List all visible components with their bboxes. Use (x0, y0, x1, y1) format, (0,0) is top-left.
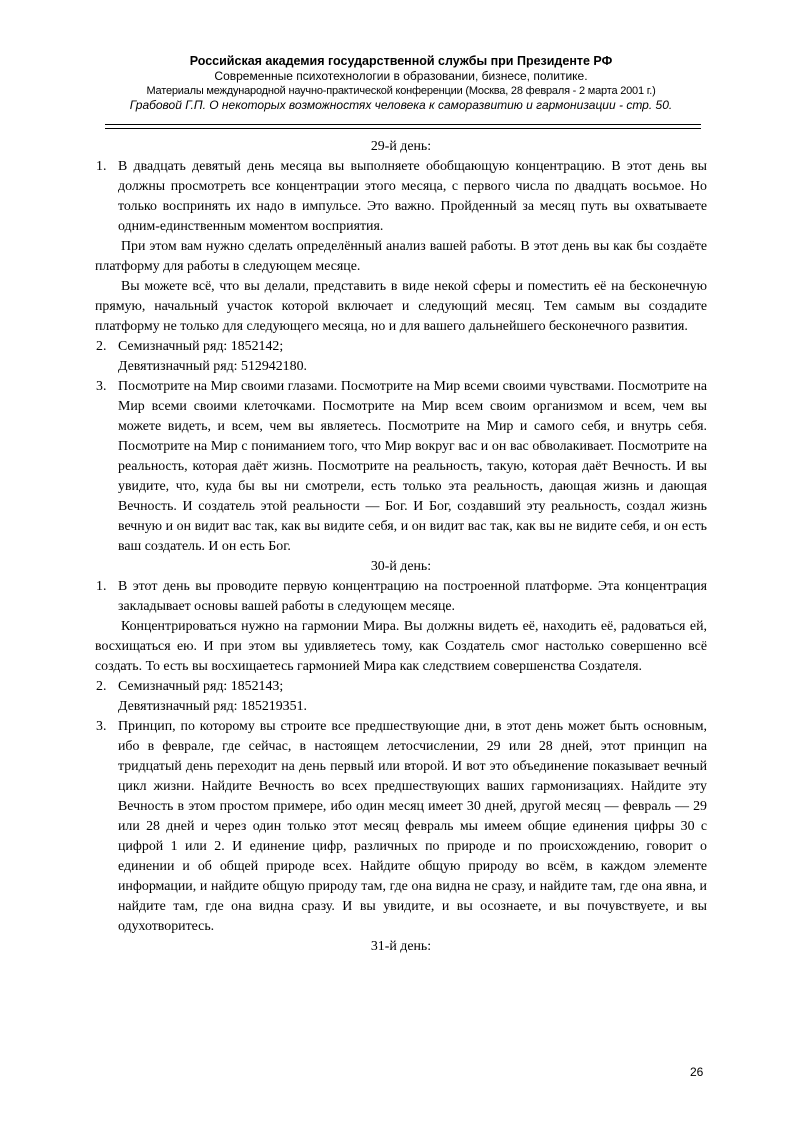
item-number: 2. (96, 679, 107, 694)
day-30-item-1 (95, 577, 707, 617)
header-subtitle: Современные психотехнологии в образовании, бизнесе, политике. (214, 69, 588, 83)
day-29-item-3 (95, 377, 707, 557)
item-number: 2. (96, 339, 107, 354)
day-29-paragraph-1: При этом вам нужно сделать определённый анализ вашей работы. В этот день вы как бы создаёте платформу для работы в следующем месяце. (95, 239, 707, 274)
day-30-heading: 30-й день: (370, 559, 432, 574)
item-number: 3. (96, 379, 107, 394)
day-30-paragraph-1: Концентрироваться нужно на гармонии Мира. Вы должны видеть её, находить её, радоваться ей, восхищаться ею. И при этом вы удивляетесь тому, как Создатель смог настолько совершенно всё создать. То есть вы восхищаетесь гармонией Мира как следствием совершенства Создателя. (95, 619, 707, 674)
seven-digit-series: Семизначный ряд: 1852143; (118, 679, 284, 694)
nine-digit-series: Девятизначный ряд: 512942180. (118, 359, 307, 374)
page-number: 26 (690, 1065, 704, 1079)
document-body (95, 137, 707, 957)
item-number: 1. (96, 159, 107, 174)
day-29-item-2 (95, 337, 707, 377)
seven-digit-series: Семизначный ряд: 1852142; (118, 339, 284, 354)
header-rule-top (105, 124, 701, 125)
day-31-heading: 31-й день: (370, 939, 432, 954)
day-29-heading: 29-й день: (370, 139, 432, 154)
header-conference: Материалы международной научно-практической конференции (Москва, 28 февраля - 2 марта 2001 г.) (146, 85, 656, 97)
item-text: В двадцать девятый день месяца вы выполняете обобщающую концентрацию. В этот день вы должны просмотреть все концентрации этого месяца, с первого числа по двадцать восьмое. Но только воспринять их надо в импульсе. Это важно. Пройденный за месяц путь вы охватываете одним-единственным моментом восприятия. (118, 159, 707, 234)
item-number: 3. (96, 719, 107, 734)
header-rule-bottom (105, 128, 701, 129)
day-30-item-3 (95, 717, 707, 937)
day-29-item-1 (95, 157, 707, 237)
day-29-paragraph-2: Вы можете всё, что вы делали, представить в виде некой сферы и поместить её на бесконечную прямую, начальный участок которой включает и следующий месяц. Тем самым вы создадите платформу не только для следующего месяца, но и для вашего дальнейшего бесконечного развития. (95, 279, 707, 334)
item-number: 1. (96, 579, 107, 594)
header-article: Грабовой Г.П. О некоторых возможностях человека к саморазвитию и гармонизации - стр. 50. (129, 98, 673, 112)
header-organization: Российская академия государственной службы при Президенте РФ (189, 54, 613, 68)
page-header (95, 53, 707, 113)
item-text: Принцип, по которому вы строите все предшествующие дни, в этот день может быть основным, ибо в феврале, где сейчас, в настоящем летосчислении, 29 или 28 дней, этот принцип на тридцатый день переходит на день первый или второй. И вот это объединение показывает вечный цикл жизни. Найдите Вечность во всех предшествующих ваших гармонизациях. Найдите эту Вечность в этом простом примере, ибо один месяц имеет 30 дней, другой месяц — февраль — 29 или 28 дней и через один только этот месяц февраль мы имеем общие единения цифры 30 с цифрой 1 или 2. И единение цифр, различных по природе и по происхождению, говорит о единении и об общей природе всех. Найдите общую природу во всём, в каждом элементе информации, и найдите общую природу там, где она видна не сразу, и найдите там, где она явна, и найдите там, где она видна сразу. И вы увидите, и вы осознаете, и вы почувствуете, и вы одухотворитесь. (118, 719, 707, 934)
day-30-item-2 (95, 677, 707, 717)
nine-digit-series: Девятизначный ряд: 185219351. (118, 699, 307, 714)
item-text: Посмотрите на Мир своими глазами. Посмотрите на Мир всеми своими чувствами. Посмотрите на Мир всеми своими клеточками. Посмотрите на Мир всем своим организмом и всем, чем вы можете видеть, и всем, чем вы являетесь. Посмотрите на Мир и самого себя, и внутрь себя. Посмотрите на Мир с пониманием того, что Мир вокруг вас и он вас обволакивает. Посмотрите на реальность, которая даёт жизнь. Посмотрите на реальность, такую, которая даёт Вечность. И вы увидите, что, куда бы вы ни смотрели, есть только эта реальность, дающая жизнь и дающая Вечность. И создатель этой реальности — Бог. И Бог, создавший эту реальность, создал жизнь вечную и он видит вас так, как вы видите себя, и он видит вас так, как вы не видите себя, и он есть ваш создатель. И он есть Бог. (118, 379, 707, 554)
item-text: В этот день вы проводите первую концентрацию на построенной платформе. Эта концентрация закладывает основы вашей работы в следующем месяце. (118, 579, 707, 614)
